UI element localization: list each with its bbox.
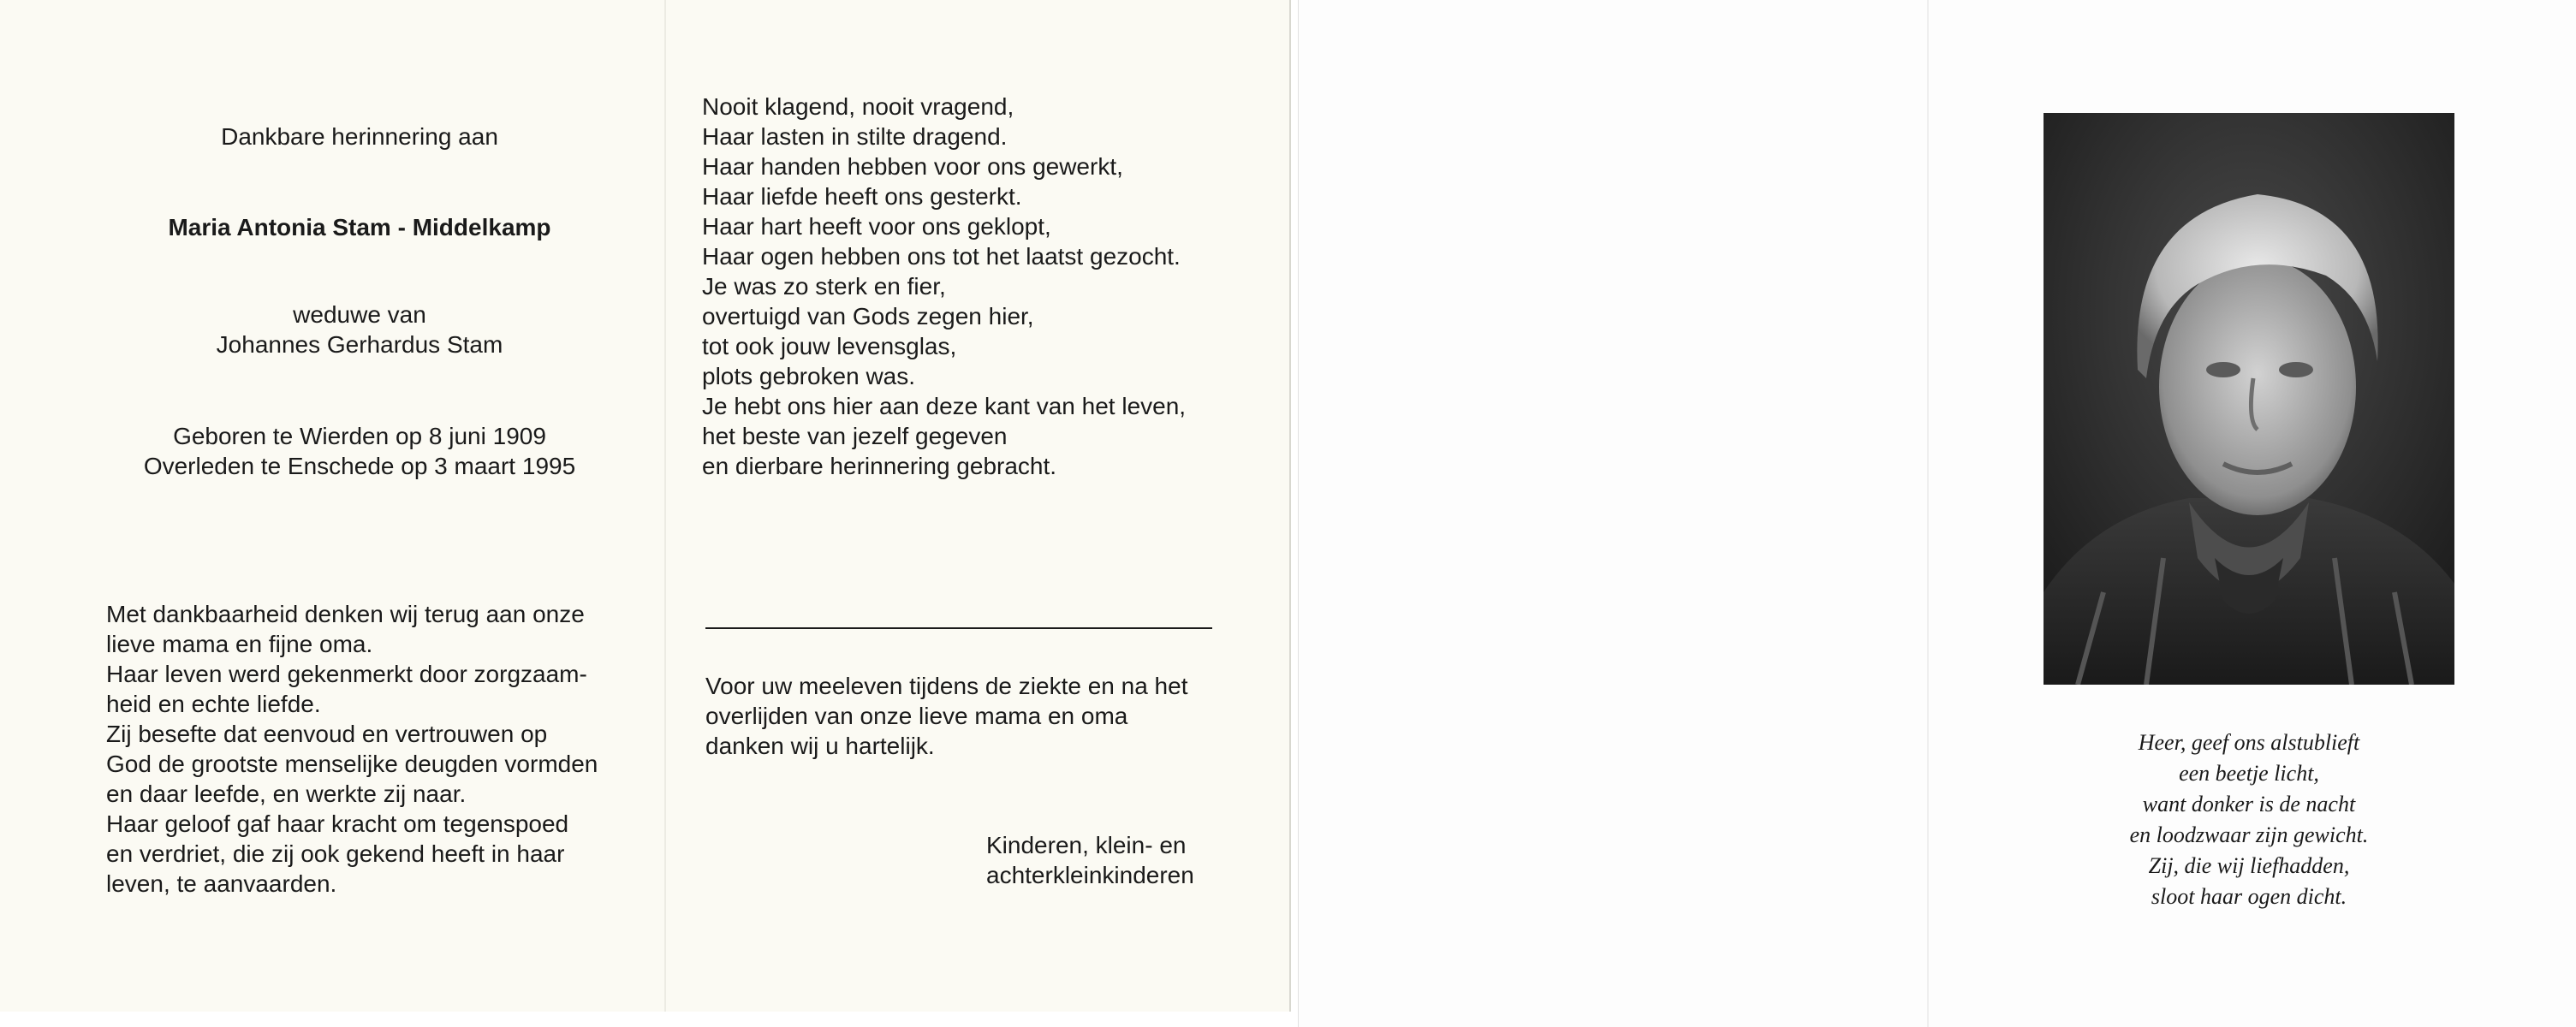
poem-text: Nooit klagend, nooit vragend, Haar lasten in stilte dragend. Haar handen hebben voor ons gewerkt, Haar liefde heeft ons gesterkt. Haar hart heeft voor ons geklopt, Haar ogen hebben ons tot het laatst gezocht. Je was zo sterk en fier, overtuigd van Gods zegen hier, tot ook jouw levensglas, plots gebroken was. Je hebt ons hier aan deze kant van het leven, het beste van jezelf gegeven en dierbare herinnering gebracht. (702, 93, 1187, 479)
verse-text: Heer, geef ons alstublieft een beetje licht, want donker is de nacht en loodzwaar zijn gewicht. Zij, die wij liefhadden, sloot haar ogen dicht. (2129, 730, 2369, 909)
card-outside (1298, 0, 2576, 1027)
portrait-image (2044, 113, 2454, 685)
signature-text: Kinderen, klein- en achterkleinkinderen (986, 832, 1194, 888)
spouse-label: weduwe van (293, 301, 426, 328)
birth-line: Geboren te Wierden op 8 juni 1909 (173, 423, 546, 449)
paper-edge (0, 1012, 1289, 1027)
portrait-photo (2044, 113, 2454, 685)
deceased-name: Maria Antonia Stam - Middelkamp (168, 214, 551, 240)
thanks-text: Voor uw meeleven tijdens de ziekte en na het overlijden van onze lieve mama en oma danken wij u hartelijk. (705, 673, 1188, 759)
memory-text: Met dankbaarheid denken wij terug aan onze lieve mama en fijne oma. Haar leven werd gekenmerkt door zorgzaam- heid en echte liefde. Zij besefte dat eenvoud en vertrouwen op God de grootste menselijke deugden vormden en daar leefde, en werkte zij naar. Haar geloof gaf haar kracht om tegenspoed en verdriet, die zij ook gekend heeft in haar leven, te aanvaarden. (106, 601, 598, 897)
divider-line (705, 627, 1212, 629)
card-inside (0, 0, 1291, 1012)
spouse-name: Johannes Gerhardus Stam (216, 331, 503, 358)
dedication-heading: Dankbare herinnering aan (221, 123, 498, 150)
death-line: Overleden te Enschede op 3 maart 1995 (143, 453, 576, 479)
fold-line (664, 0, 666, 1012)
fold-line (1927, 0, 1929, 1027)
